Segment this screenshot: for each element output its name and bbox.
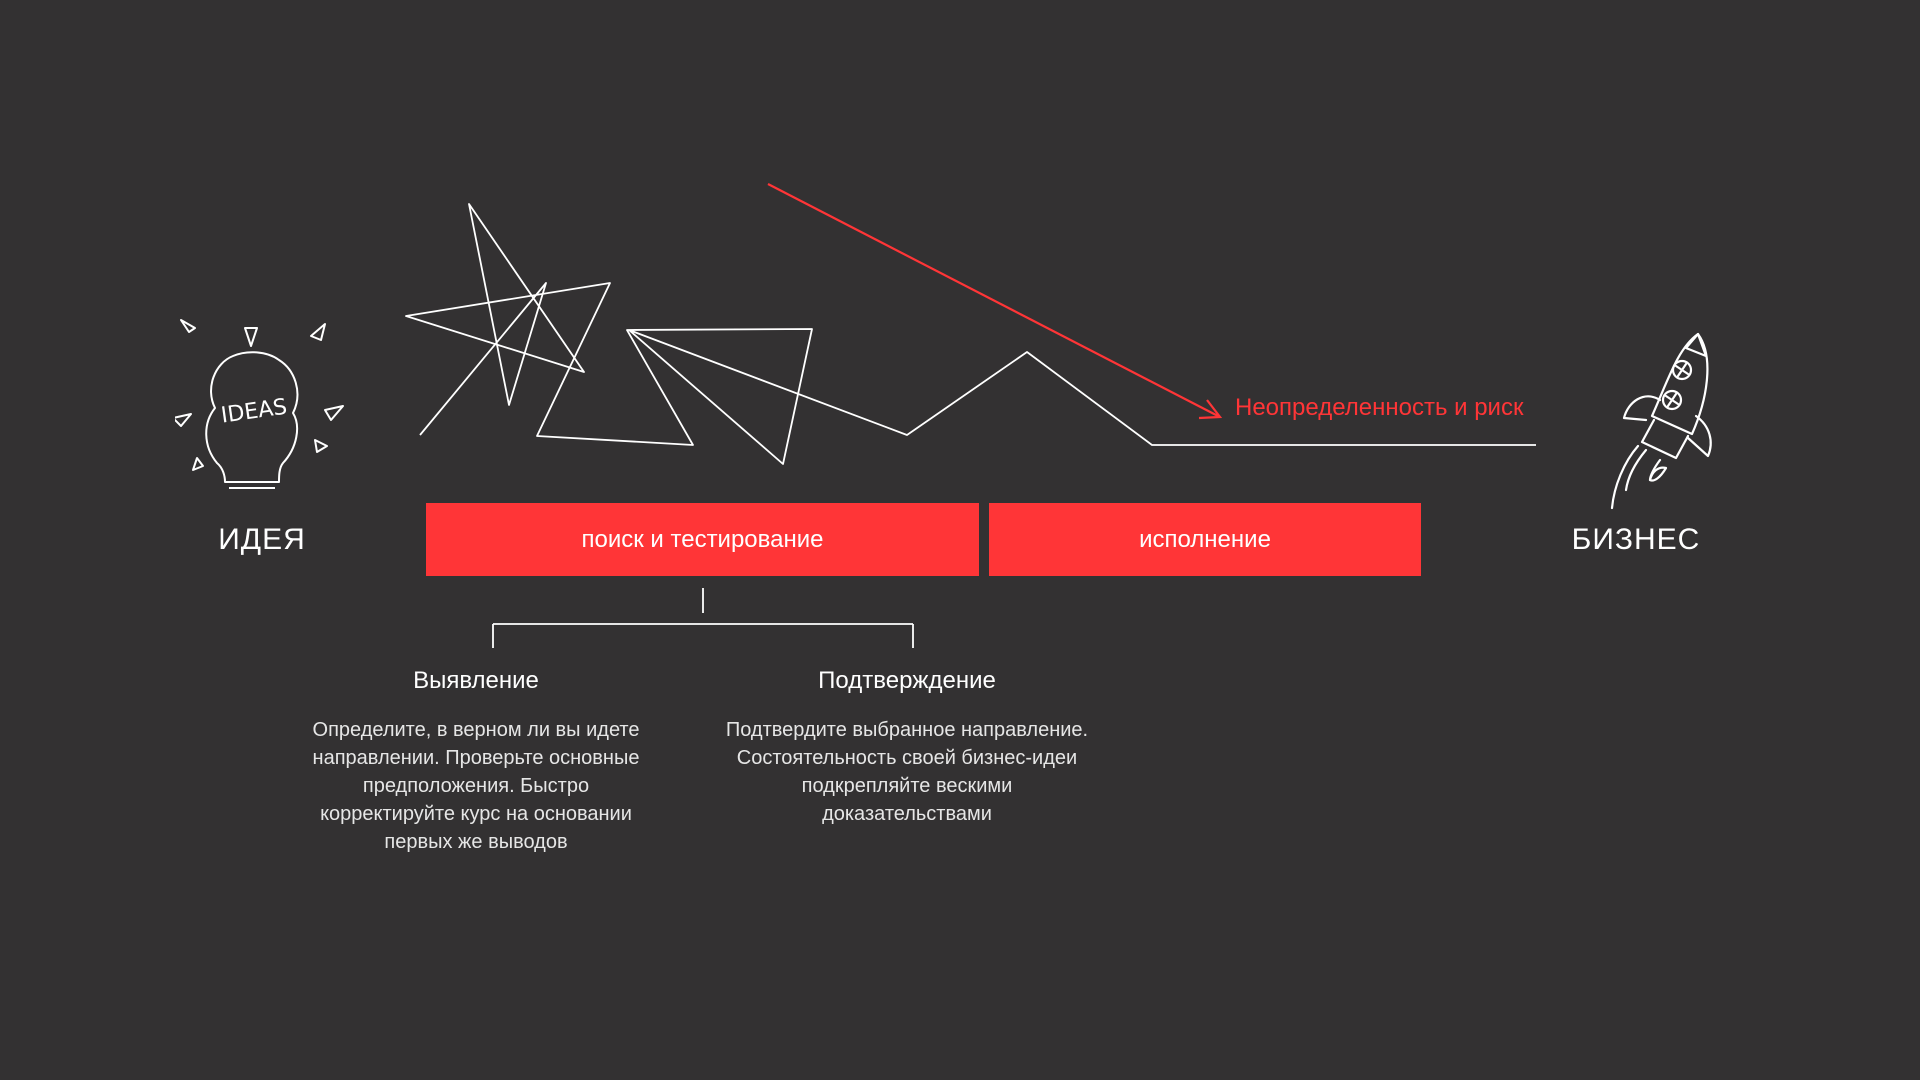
execution-label: исполнение bbox=[1139, 525, 1271, 553]
validation-title: Подтверждение bbox=[818, 667, 996, 694]
idea-stage-label: ИДЕЯ bbox=[218, 523, 306, 556]
search-testing-label: поиск и тестирование bbox=[581, 525, 824, 553]
ideas-lettering: IDEAS bbox=[219, 394, 289, 429]
validation-text: Подтвердите выбранное направление. Состоятельность своей бизнес-идеи подкрепляйте вескими доказательствами bbox=[725, 719, 1089, 825]
search-testing-phase bbox=[426, 503, 979, 576]
risk-arrow-line bbox=[768, 184, 1218, 416]
search-path-line bbox=[406, 204, 1536, 464]
business-stage-label: БИЗНЕС bbox=[1571, 523, 1701, 556]
risk-label: Неопределенность и риск bbox=[1235, 394, 1524, 421]
discovery-text: Определите, в верном ли вы идете направлении. Проверьте основные предположения. Быстро корректируйте курс на основании первых же выводов bbox=[312, 719, 640, 853]
discovery-title: Выявление bbox=[413, 667, 539, 694]
execution-phase bbox=[989, 503, 1421, 576]
